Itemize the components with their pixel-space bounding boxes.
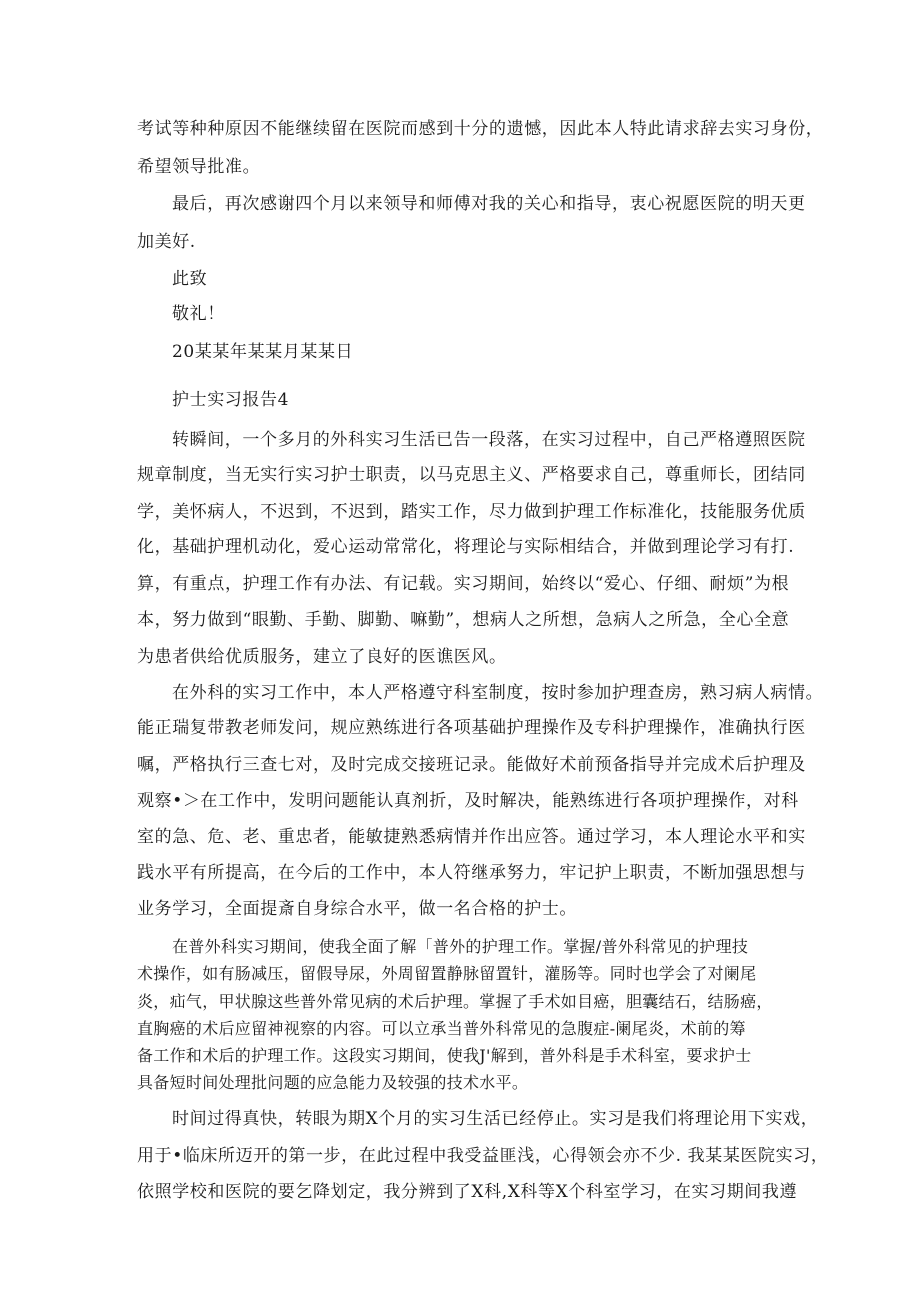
paragraph-line: 时间过得真快，转眼为期X个月的实习生活已经停止。实习是我们将理论用下实戏， (172, 1109, 819, 1129)
date-line: 20某某年某某月某某日 (172, 342, 354, 362)
paragraph-line: 希望领导批准。 (137, 157, 261, 177)
paragraph-line: 算，有重点，护理工作有办法、有记载。实习期间，始终以“爱心、仔细、耐烦”为根 (137, 574, 790, 594)
paragraph-line: 能正瑞复带教老师发问，规应熟练进行各项基础护理操作及专科护理操作，准确执行医 (137, 718, 806, 738)
paragraph-line: 践水平有所提高，在今后的工作中，本人符继承努力，牢记护上职责，不断加强思想与 (137, 863, 806, 883)
paragraph-line: 备工作和术后的护理工作。这段实习期间，使我J'解到，普外科是手术科室，要求护士 (137, 1046, 752, 1065)
paragraph-line: 加美好. (137, 232, 196, 252)
section-title: 护士实习报告4 (172, 390, 290, 410)
paragraph-line: 用于•临床所迈开的第一步，在此过程中我受益匪浅，心得领会亦不少. 我某某医院实习， (137, 1146, 829, 1166)
paragraph-line: 炎，疝气，甲状腺这些普外常见病的术后护理。掌握了手术如目癌，胆囊结石，结肠癌， (137, 992, 773, 1011)
paragraph-line: 观察•＞在工作中，发明问题能认真剂折，及时解决，能熟练进行各项护理操作，对科 (137, 791, 799, 811)
paragraph-line: 为患者供给优质服务，建立了良好的医谯医风。 (137, 647, 507, 667)
salutation: 敬礼！ (172, 304, 225, 324)
paragraph-line: 在外科的实习工作中，本人严格遵守科室制度，按时参加护理查房，熟习病人病情。 (172, 683, 824, 703)
paragraph-line: 规章制度，当无实行实习护士职责，以马克思主义、严格要求自己，尊重师长，团结同 (137, 465, 806, 485)
paragraph-line: 直胸癌的术后应留神视察的内容。可以立承当普外科常见的急腹症-阑尾炎，术前的筹 (137, 1019, 746, 1038)
paragraph-line: 术操作，如有肠减压，留假导尿，外周留置静脉留置针，灌肠等。同时也学会了对阑尾 (137, 964, 757, 983)
paragraph-line: 业务学习，全面提斎自身综合水平，做一名合格的护士。 (137, 899, 577, 919)
paragraph-line: 化，基础护理机动化，爱心运动常常化，将理论与实际相结合，并做到理论学习有打. (137, 537, 795, 557)
paragraph-line: 室的急、危、老、重忠者，能敏捷熟悉病情并作出应答。通过学习，本人理论水平和实 (137, 827, 806, 847)
paragraph-line: 具备短时间处理批问题的应急能力及较强的技术水平。 (137, 1073, 529, 1092)
paragraph-line: 最后，再次感谢四个月以来领导和师傅对我的关心和指导，衷心祝愿医院的明天更 (172, 194, 806, 214)
paragraph-line: 嘱，严格执行三查七对，及时完成交接班记录。能做好术前预备指导并完成术后护理及 (137, 755, 806, 775)
paragraph-line: 在普外科实习期间，使我全面了解「普外的护理工作。掌握/普外科常见的护理技 (172, 937, 749, 956)
paragraph-line: 依照学校和医院的要乞降划定，我分辨到了X科,X科等X个科室学习，在实习期间我遵 (137, 1182, 798, 1202)
paragraph-line: 学，美怀病人，不迟到，不迟到，踏实工作，尽力做到护理工作标准化，技能服务优质 (137, 502, 806, 522)
paragraph-line: 本，努力做到“眼勤、手勤、脚勤、嘛勤”，想病人之所想，急病人之所急，全心全意 (137, 610, 790, 630)
paragraph-line: 转瞬间，一个多月的外科实习生活已告一段落，在实习过程中，自己严格遵照医院 (172, 430, 806, 450)
salutation: 此致 (172, 269, 208, 289)
paragraph-line: 考试等种种原因不能继续留在医院而感到十分的遗憾，因此本人特此请求辞去实习身份， (137, 119, 824, 139)
